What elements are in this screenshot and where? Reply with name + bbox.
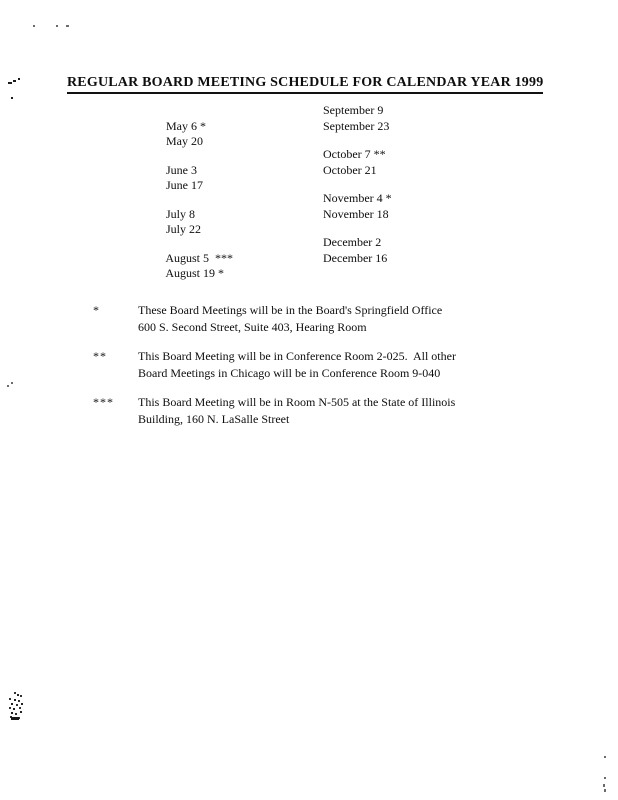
scan-artifact-dot bbox=[11, 382, 13, 384]
scan-artifact-dot bbox=[11, 97, 13, 99]
footnote-text bbox=[138, 302, 478, 336]
scan-artifact-dot bbox=[66, 25, 69, 27]
footnote-text bbox=[138, 394, 478, 428]
footnote bbox=[93, 394, 478, 428]
schedule-date: July 22 bbox=[166, 222, 202, 236]
schedule-group bbox=[142, 103, 502, 148]
schedule-date: June 17 bbox=[166, 178, 203, 192]
footnote-marker: *** bbox=[93, 395, 114, 409]
schedule-date: June 3 bbox=[166, 162, 197, 177]
footnote-line: Board Meetings in Chicago will be in Conference Room 9-040 bbox=[138, 366, 441, 380]
schedule-group bbox=[142, 191, 502, 236]
scan-artifact-mark bbox=[8, 82, 12, 84]
scan-artifact-dot bbox=[7, 385, 9, 387]
scan-artifact-dot bbox=[56, 25, 58, 27]
footnote bbox=[93, 348, 478, 382]
schedule-row bbox=[142, 206, 502, 236]
schedule-date: November 4 * bbox=[323, 191, 392, 205]
footnote-line: 600 S. Second Street, Suite 403, Hearing Room bbox=[138, 320, 367, 334]
scan-artifact-smudge bbox=[10, 693, 12, 695]
schedule-date: October 7 ** bbox=[323, 147, 386, 161]
schedule-row bbox=[142, 250, 502, 280]
footnote-marker: * bbox=[93, 303, 100, 317]
scan-artifact-dot bbox=[604, 777, 606, 779]
schedule-date: August 5 *** bbox=[165, 250, 234, 265]
footnote-line: These Board Meetings will be in the Board's Springfield Office bbox=[138, 303, 443, 317]
scan-artifact-mark bbox=[18, 78, 20, 80]
footnote-line: This Board Meeting will be in Conference Room 2-025. All other bbox=[138, 349, 456, 363]
schedule-date: August 19 * bbox=[165, 266, 225, 280]
footnote-line: This Board Meeting will be in Room N-505 at the State of Illinois bbox=[138, 395, 456, 409]
schedule-date: May 20 bbox=[166, 134, 203, 148]
schedule-date: October 21 bbox=[323, 162, 377, 177]
scan-artifact-mark bbox=[13, 80, 16, 82]
schedule-group bbox=[142, 147, 502, 192]
meeting-schedule bbox=[142, 103, 502, 279]
footnote bbox=[93, 302, 478, 336]
schedule-row bbox=[142, 162, 502, 192]
scan-artifact-dot bbox=[33, 25, 35, 27]
footnotes-section bbox=[93, 302, 478, 440]
schedule-date: May 6 * bbox=[166, 118, 206, 133]
scan-artifact-dot bbox=[603, 784, 605, 787]
schedule-row bbox=[142, 118, 502, 148]
scan-artifact-dot bbox=[604, 789, 606, 792]
scan-artifact-smudge bbox=[11, 717, 19, 720]
schedule-date: December 2 bbox=[323, 235, 382, 249]
schedule-date: December 16 bbox=[323, 250, 388, 265]
scan-artifact-dot bbox=[604, 756, 606, 758]
schedule-date: September 23 bbox=[323, 118, 390, 133]
schedule-group bbox=[142, 235, 502, 280]
schedule-date: July 8 bbox=[166, 206, 196, 221]
document-title: REGULAR BOARD MEETING SCHEDULE FOR CALENDAR YEAR 1999 bbox=[67, 75, 543, 94]
footnote-text bbox=[138, 348, 478, 382]
schedule-date: November 18 bbox=[323, 206, 389, 221]
footnote-marker: ** bbox=[93, 349, 107, 363]
schedule-date: September 9 bbox=[323, 103, 384, 117]
footnote-line: Building, 160 N. LaSalle Street bbox=[138, 412, 290, 426]
